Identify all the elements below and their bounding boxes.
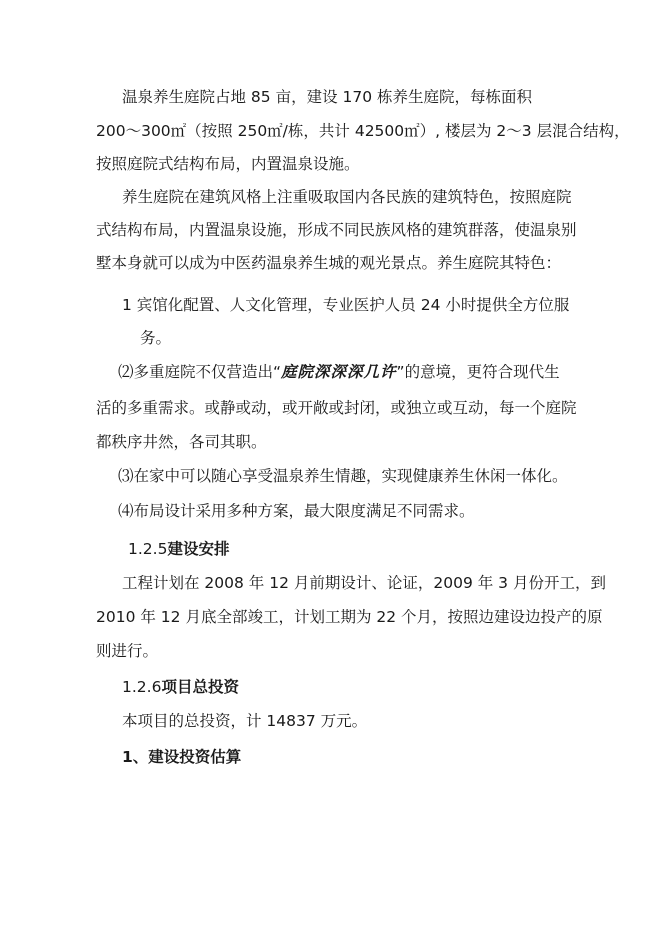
paragraph-line: 式结构布局，内置温泉设施，形成不同民族风格的建筑群落，使温泉别 [96, 221, 577, 239]
list-item-line: 务。 [140, 329, 172, 347]
paragraph-line: 按照庭院式结构布局，内置温泉设施。 [96, 155, 360, 173]
list-item-line: 都秩序井然，各司其职。 [96, 433, 267, 451]
paragraph-line: 工程计划在 2008 年 12 月前期设计、论证，2009 年 3 月份开工，到 [122, 574, 606, 592]
section-number: 1.2.5 [128, 540, 168, 558]
paragraph-line: 则进行。 [96, 642, 159, 660]
section-heading [128, 538, 229, 560]
subsection-heading: 1、建设投资估算 [122, 748, 242, 766]
text-run: ”的意境，更符合现代生 [396, 363, 560, 381]
section-title: 项目总投资 [161, 678, 239, 696]
list-item-line: 1 宾馆化配置、人文化管理，专业医护人员 24 小时提供全方位服 [122, 296, 570, 314]
paragraph-line: 2010 年 12 月底全部竣工，计划工期为 22 个月，按照边建设边投产的原 [96, 608, 603, 626]
paragraph-line: 本项目的总投资，计 14837 万元。 [122, 712, 368, 730]
paragraph-line: 200～300㎡（按照 250㎡/栋，共计 42500㎡）, 楼层为 2～3 层混合结构， [96, 122, 630, 140]
section-title: 建设安排 [167, 540, 230, 558]
section-heading [122, 676, 239, 698]
list-item-line: ⑶在家中可以随心享受温泉养生情趣，实现健康养生休闲一体化。 [118, 467, 568, 485]
text-run: ⑵多重庭院不仅营造出“ [118, 363, 282, 381]
list-item-line: 活的多重需求。或静或动，或开敞或封闭，或独立或互动，每一个庭院 [96, 399, 577, 417]
list-item-line: ⑷布局设计采用多种方案，最大限度满足不同需求。 [118, 502, 475, 520]
section-number: 1.2.6 [122, 678, 162, 696]
list-item-line [118, 361, 560, 383]
paragraph-line: 温泉养生庭院占地 85 亩，建设 170 栋养生庭院，每栋面积 [122, 88, 533, 106]
paragraph-line: 墅本身就可以成为中医药温泉养生城的观光景点。养生庭院其特色： [96, 254, 562, 272]
paragraph-line: 养生庭院在建筑风格上注重吸取国内各民族的建筑特色，按照庭院 [122, 188, 572, 206]
calligraphy-quote: 庭院深深深几许 [281, 362, 397, 381]
